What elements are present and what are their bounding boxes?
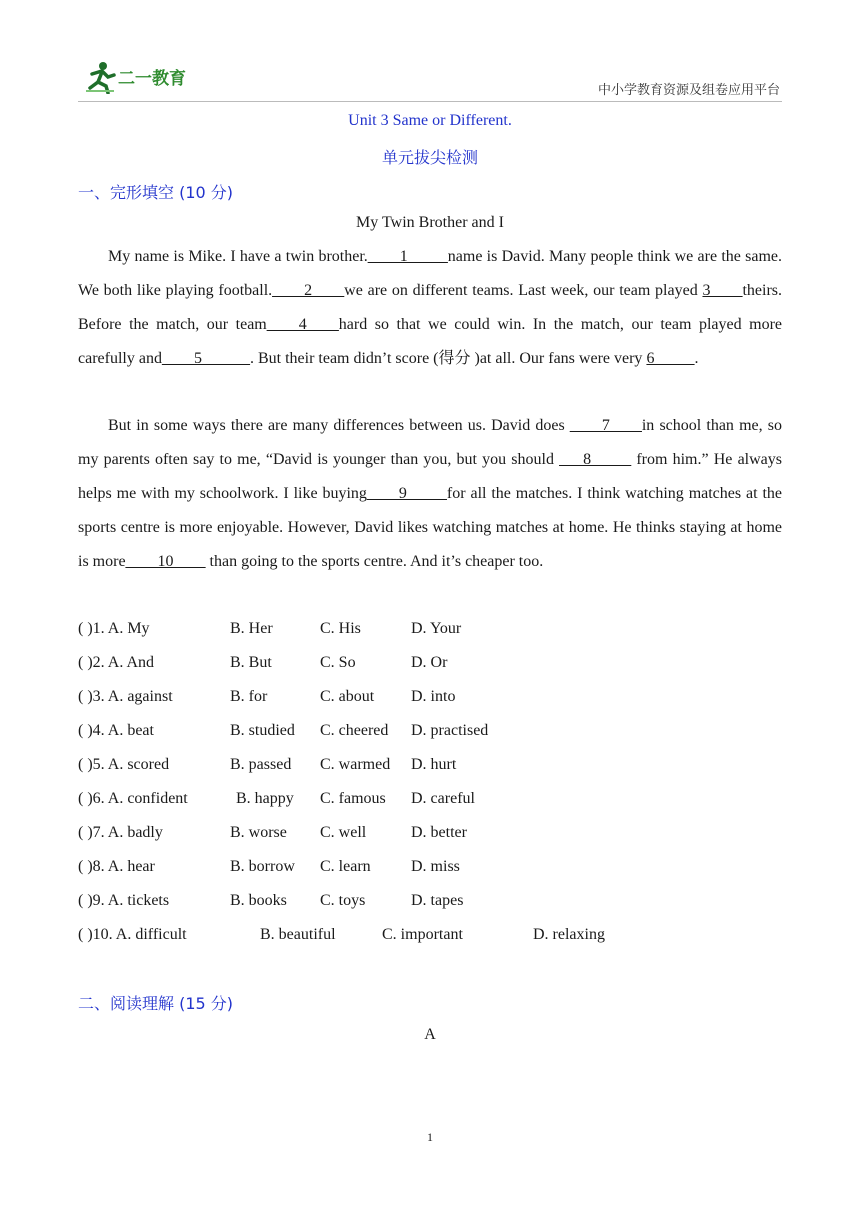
blank-1: ____1_____ (367, 248, 448, 265)
q6-option-a: ( )6. A. confident (78, 790, 188, 807)
q6-option-c: C. famous (320, 790, 386, 807)
p2-text-3: from him.” He always helps me with my schoolwork. I like buying (78, 451, 783, 502)
q3-option-a: ( )3. A. against (78, 688, 173, 705)
q9-option-c: C. toys (320, 892, 366, 909)
p1-text-7: . (694, 350, 699, 367)
p1-text-2: name is David. Many people think we are the same. We both like playing football. (78, 248, 782, 299)
q6-option-d: D. careful (411, 790, 475, 807)
blank-6: 6_____ (646, 350, 695, 367)
q3-option-d: D. into (411, 688, 456, 705)
running-figure-icon (84, 60, 118, 94)
blank-5: ____5______ (161, 350, 250, 367)
blank-9: ____9_____ (366, 485, 447, 502)
q4-option-c: C. cheered (320, 722, 389, 739)
q5-option-a: ( )5. A. scored (78, 756, 170, 773)
q7-option-a: ( )7. A. badly (78, 824, 163, 841)
p1-text-4: theirs. Before the match, our team (78, 282, 783, 333)
reading-part-label: A (424, 1026, 436, 1043)
q5-option-d: D. hurt (411, 756, 457, 773)
q4-option-d: D. practised (411, 722, 489, 739)
q2-option-c: C. So (320, 654, 356, 671)
q1-option-b: B. Her (230, 620, 273, 637)
q7-option-b: B. worse (230, 824, 287, 841)
q2-option-a: ( )2. A. And (78, 654, 154, 671)
blank-10: ____10____ (125, 553, 206, 570)
p1-text-6: . But their team didn’t score (得分 )at all. Our fans were very (249, 350, 647, 367)
q8-option-b: B. borrow (230, 858, 295, 875)
q2-option-b: B. But (230, 654, 272, 671)
platform-name: 中小学教育资源及组卷应用平台 (597, 83, 780, 98)
passage-paragraph-1 (78, 240, 782, 376)
q3-option-c: C. about (320, 688, 375, 705)
q5-option-b: B. passed (230, 756, 292, 773)
q10-option-c: C. important (382, 926, 463, 943)
q7-option-c: C. well (320, 824, 367, 841)
blank-4: ____4____ (266, 316, 339, 333)
q10-option-d: D. relaxing (533, 926, 605, 943)
blank-3: 3____ (702, 282, 743, 299)
q4-option-b: B. studied (230, 722, 295, 739)
p2-text-1: But in some ways there are many differences between us. David does (108, 417, 570, 434)
q2-option-d: D. Or (411, 654, 448, 671)
q8-option-c: C. learn (320, 858, 371, 875)
section-heading-cloze: 一、完形填空 (10 分) (78, 183, 234, 202)
page-number: 1 (427, 1130, 433, 1144)
q8-option-d: D. miss (411, 858, 460, 875)
q3-option-b: B. for (230, 688, 268, 705)
q10-option-a: ( )10. A. difficult (78, 926, 187, 943)
section-heading-reading: 二、阅读理解 (15 分) (78, 994, 234, 1013)
p2-text-5: than going to the sports centre. And it’s cheaper too. (205, 553, 544, 570)
q6-option-b: B. happy (236, 790, 294, 807)
blank-7: ____7____ (569, 417, 642, 434)
q4-option-a: ( )4. A. beat (78, 722, 154, 739)
blank-8: ___8_____ (559, 451, 632, 468)
p2-text-2: in school than me, so my parents often say to me, “David is younger than you, but you should (78, 417, 782, 468)
passage-title: My Twin Brother and I (356, 214, 504, 231)
q9-option-b: B. books (230, 892, 287, 909)
q1-option-d: D. Your (411, 620, 462, 637)
p1-text-1: My name is Mike. I have a twin brother. (108, 248, 368, 265)
p1-text-5: hard so that we could win. In the match, our team played more carefully and (78, 316, 783, 367)
test-subtitle: 单元拔尖检测 (381, 148, 478, 167)
p1-text-3: we are on different teams. Last week, our team played (344, 282, 703, 299)
q1-option-c: C. His (320, 620, 361, 637)
q10-option-b: B. beautiful (260, 926, 336, 943)
q9-option-d: D. tapes (411, 892, 464, 909)
blank-2: ____2____ (272, 282, 345, 299)
logo-text: 二一教育 (118, 69, 186, 89)
q1-option-a: ( )1. A. My (78, 620, 150, 637)
q7-option-d: D. better (411, 824, 467, 841)
header-divider (78, 101, 782, 102)
unit-title: Unit 3 Same or Different. (348, 112, 512, 129)
q9-option-a: ( )9. A. tickets (78, 892, 170, 909)
q8-option-a: ( )8. A. hear (78, 858, 155, 875)
logo (84, 60, 196, 94)
passage-paragraph-2 (78, 409, 782, 579)
p2-text-4: for all the matches. I think watching matches at the sports centre is more enjoyable. However, David likes watching matches at home. He thinks staying at home is more (78, 485, 782, 570)
q5-option-c: C. warmed (320, 756, 391, 773)
